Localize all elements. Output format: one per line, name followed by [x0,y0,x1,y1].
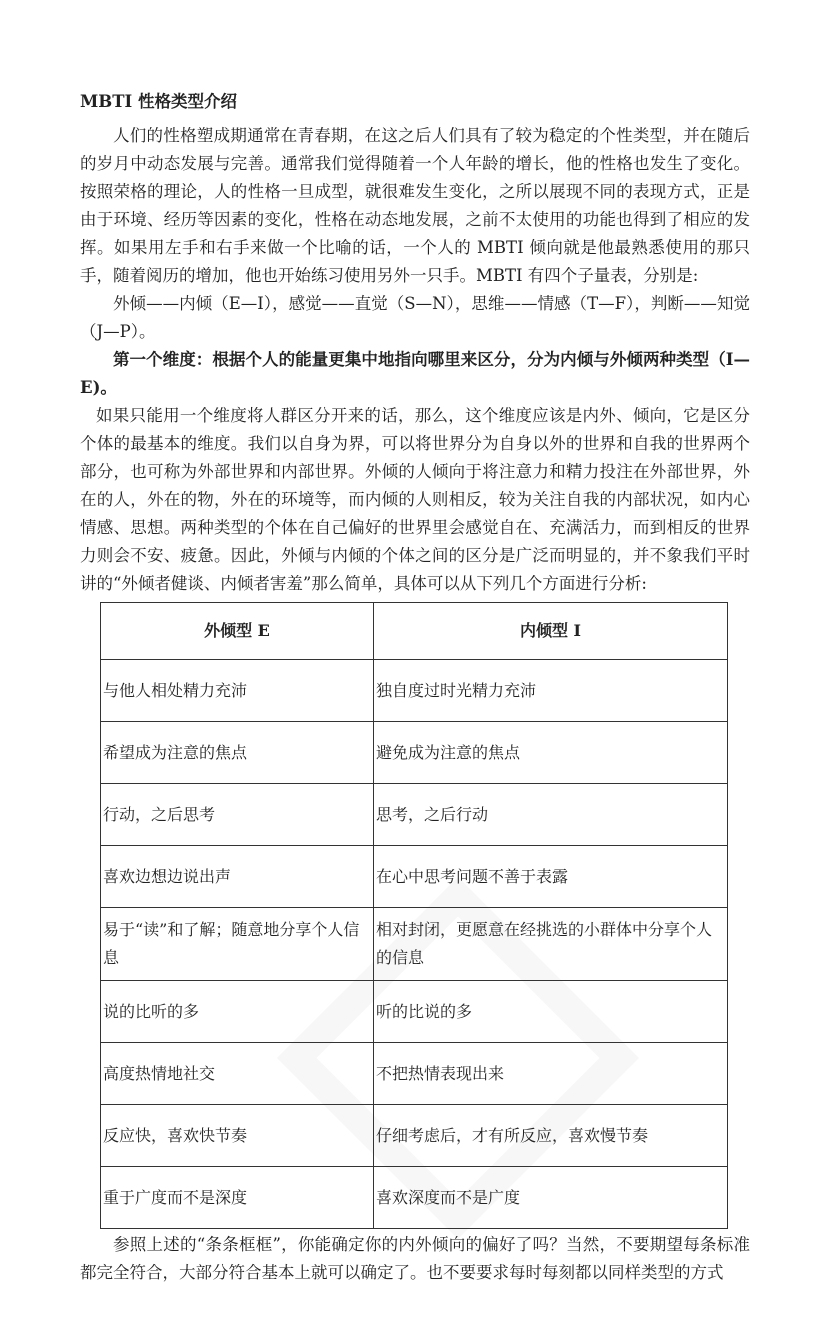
table-body [101,660,728,1229]
table-row [101,660,728,722]
table-row [101,722,728,784]
paragraph-closing: 参照上述的“条条框框”，你能确定你的内外倾向的偏好了吗？当然，不要期望每条标准都完全符合，大部分符合基本上就可以确定了。也不要要求每时每刻都以同样类型的方式 [80,1235,750,1282]
cell-extravert: 说的比听的多 [101,981,374,1043]
paragraph-scales: 外倾——内倾（E—I），感觉——直觉（S—N），思维——情感（T—F），判断——知觉（J—P）。 [80,294,750,341]
cell-extravert: 易于“读”和了解；随意地分享个人信息 [101,908,374,981]
cell-extravert: 行动，之后思考 [101,784,374,846]
paragraph-intro: 人们的性格塑成期通常在青春期，在这之后人们具有了较为稳定的个性类型，并在随后的岁月中动态发展与完善。通常我们觉得随着一个人年龄的增长，他的性格也发生了变化。按照荣格的理论，人的性格一旦成型，就很难发生变化，之所以展现不同的表现方式，正是由于环境、经历等因素的变化，性格在动态地发展，之前不太使用的功能也得到了相应的发挥。如果用左手和右手来做一个比喻的话，一个人的 MBTI 倾向就是他最熟悉使用的那只手，随着阅历的增加，他也开始练习使用另外一只手。MBTI 有四个子量表，分别是: [80,126,750,285]
comparison-table [100,602,728,1229]
cell-introvert: 思考，之后行动 [374,784,728,846]
cell-introvert: 相对封闭，更愿意在经挑选的小群体中分享个人的信息 [374,908,728,981]
paragraph-dimension-body: 如果只能用一个维度将人群区分开来的话，那么，这个维度应该是内外、倾向，它是区分个体的最基本的维度。我们以自身为界，可以将世界分为自身以外的世界和自我的世界两个部分，也可称为外部世界和内部世界。外倾的人倾向于将注意力和精力投注在外部世界，外在的人，外在的物，外在的环境等，而内倾的人则相反，较为关注自我的内部状况，如内心情感、思想。两种类型的个体在自己偏好的世界里会感觉自在、充满活力，而到相反的世界力则会不安、疲惫。因此，外倾与内倾的个体之间的区分是广泛而明显的，并不象我们平时讲的“外倾者健谈、内倾者害羞”那么简单，具体可以从下列几个方面进行分析: [80,406,750,593]
cell-extravert: 重于广度而不是深度 [101,1167,374,1229]
cell-introvert: 不把热情表现出来 [374,1043,728,1105]
cell-extravert: 喜欢边想边说出声 [101,846,374,908]
cell-introvert: 在心中思考问题不善于表露 [374,846,728,908]
table-row [101,784,728,846]
cell-introvert: 独自度过时光精力充沛 [374,660,728,722]
table-row [101,1105,728,1167]
table-row [101,908,728,981]
table-row [101,1167,728,1229]
cell-introvert: 仔细考虑后，才有所反应，喜欢慢节奏 [374,1105,728,1167]
cell-introvert: 喜欢深度而不是广度 [374,1167,728,1229]
cell-introvert: 听的比说的多 [374,981,728,1043]
cell-extravert: 与他人相处精力充沛 [101,660,374,722]
cell-introvert: 避免成为注意的焦点 [374,722,728,784]
cell-extravert: 希望成为注意的焦点 [101,722,374,784]
header-introvert: 内倾型 I [374,603,728,660]
table-row [101,846,728,908]
paragraph-dimension-heading: 第一个维度：根据个人的能量更集中地指向哪里来区分，分为内倾与外倾两种类型（I—E)。 [80,350,750,397]
cell-extravert: 高度热情地社交 [101,1043,374,1105]
document-body [80,0,750,1327]
table-header-row [101,603,728,660]
table-row [101,1043,728,1105]
table-row [101,981,728,1043]
cell-extravert: 反应快，喜欢快节奏 [101,1105,374,1167]
header-extravert: 外倾型 E [101,603,374,660]
document-title: MBTI 性格类型介绍 [80,92,237,111]
